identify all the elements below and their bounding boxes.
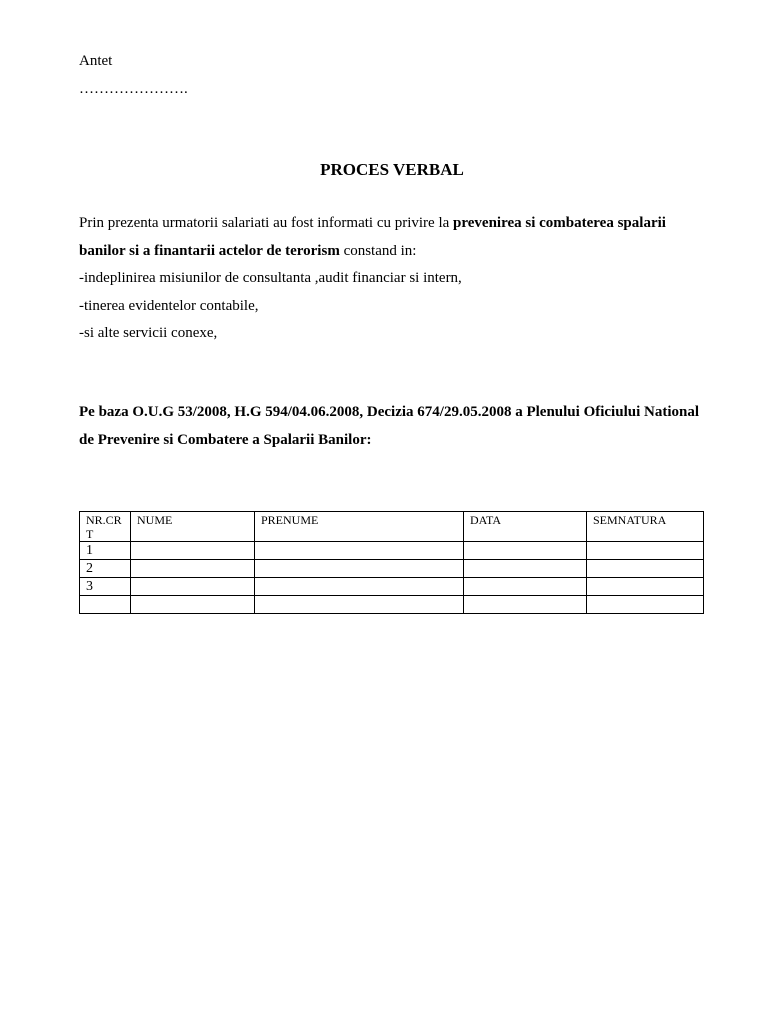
cell-data: [464, 542, 587, 560]
document-title: PROCES VERBAL: [320, 160, 464, 179]
table-row: [80, 596, 704, 614]
legal-basis: Pe baza O.U.G 53/2008, H.G 594/04.06.2008, Decizia 674/29.05.2008 a Plenului Oficiului National de Prevenire si Combatere a Spalarii Banilor:: [79, 404, 699, 448]
cell-nrcrt: [80, 596, 131, 614]
table-row: [80, 560, 704, 578]
cell-nrcrt: 2: [80, 560, 131, 578]
cell-nume: [131, 578, 255, 596]
cell-prenume: [255, 596, 464, 614]
cell-nume: [131, 542, 255, 560]
cell-nrcrt: 1: [80, 542, 131, 560]
cell-semnatura: [587, 560, 704, 578]
list-item: -tinerea evidentelor contabile,: [79, 297, 259, 314]
cell-data: [464, 578, 587, 596]
table-header-row: [80, 512, 704, 542]
cell-semnatura: [587, 596, 704, 614]
cell-nume: [131, 560, 255, 578]
cell-nrcrt: 3: [80, 578, 131, 596]
header-dots-line: ………………….: [79, 81, 188, 97]
cell-semnatura: [587, 578, 704, 596]
header-nume: NUME: [131, 512, 255, 542]
table-row: [80, 578, 704, 596]
header-prenume: PRENUME: [255, 512, 464, 542]
intro-bold-text: prevenirea si combaterea spalarii banilor si a finantarii actelor de terorism: [79, 215, 666, 259]
header-nrcrt: NR.CRT: [80, 512, 131, 542]
intro-section: [79, 210, 705, 348]
intro-text-after: constand in:: [339, 242, 417, 259]
header-semnatura: SEMNATURA: [587, 512, 704, 542]
header-antet: Antet: [79, 53, 113, 69]
cell-prenume: [255, 542, 464, 560]
cell-semnatura: [587, 542, 704, 560]
cell-prenume: [255, 578, 464, 596]
intro-paragraph: [79, 210, 705, 265]
cell-prenume: [255, 560, 464, 578]
table-row: [80, 542, 704, 560]
list-item: -si alte servicii conexe,: [79, 325, 218, 341]
employees-table: [79, 511, 704, 614]
cell-nume: [131, 596, 255, 614]
cell-data: [464, 596, 587, 614]
cell-data: [464, 560, 587, 578]
intro-text-before: Prin prezenta urmatorii salariati au fost informati cu privire la: [79, 215, 454, 231]
header-data: DATA: [464, 512, 587, 542]
list-item: -indeplinirea misiunilor de consultanta ,audit financiar si intern,: [79, 270, 462, 286]
